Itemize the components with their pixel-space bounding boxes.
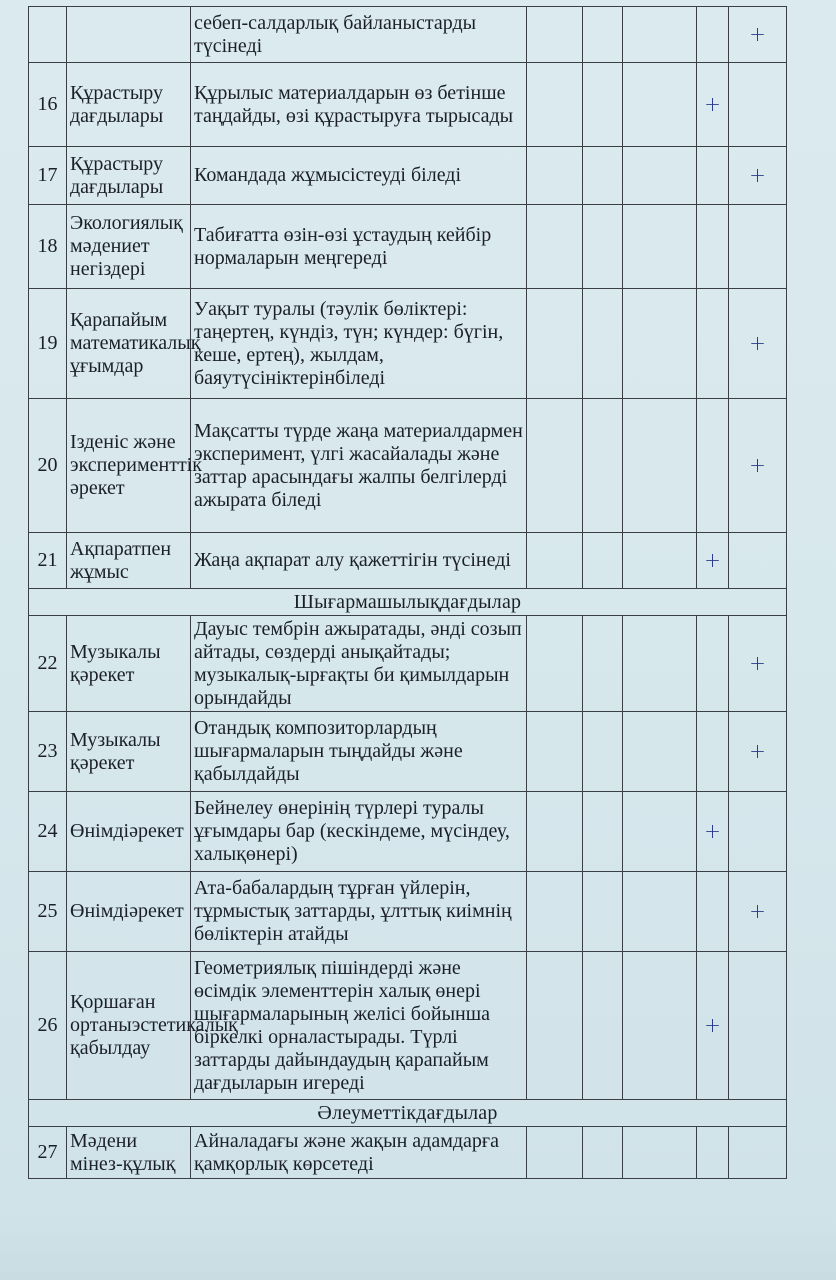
row-number: 20: [29, 399, 67, 533]
row-number: 21: [29, 533, 67, 589]
assessment-cell: [697, 289, 729, 399]
skill-area: Ізденіс және эксперименттік әрекет: [67, 399, 191, 533]
table-row: [29, 7, 787, 63]
skills-assessment-table: [28, 6, 787, 1179]
assessment-cell: [583, 792, 623, 872]
row-number: 24: [29, 792, 67, 872]
assessment-mark: +: [697, 952, 729, 1100]
skill-description: Геометриялық пішіндерді және өсімдік элементтерін халық өнері шығармаларының желісі бойынша біркелкі орналастырады. Түрлі заттарды дайындаудың қарапайым дағдыларын игереді: [191, 952, 527, 1100]
assessment-cell: [583, 533, 623, 589]
skill-area: Экологиялық мәдениет негіздері: [67, 205, 191, 289]
section-header-row: [29, 589, 787, 616]
assessment-cell: [583, 952, 623, 1100]
table-row: [29, 533, 787, 589]
assessment-cell: [623, 792, 697, 872]
assessment-cell: [697, 872, 729, 952]
table-row: [29, 616, 787, 712]
assessment-mark: +: [729, 147, 787, 205]
assessment-cell: [527, 63, 583, 147]
assessment-cell: [729, 63, 787, 147]
row-number: 27: [29, 1127, 67, 1179]
assessment-cell: [697, 147, 729, 205]
assessment-cell: [527, 952, 583, 1100]
skill-description: Командада жұмысістеуді біледі: [191, 147, 527, 205]
assessment-cell: [697, 616, 729, 712]
assessment-cell: [623, 712, 697, 792]
assessment-cell: [729, 952, 787, 1100]
assessment-cell: [583, 712, 623, 792]
assessment-cell: [583, 205, 623, 289]
skill-area: Өнімдіәрекет: [67, 872, 191, 952]
assessment-cell: [697, 1127, 729, 1179]
row-number: 22: [29, 616, 67, 712]
assessment-cell: [527, 205, 583, 289]
row-number: 23: [29, 712, 67, 792]
skill-area: Қоршаған ортаныэстетикалық қабылдау: [67, 952, 191, 1100]
skill-area: Құрастыру дағдылары: [67, 147, 191, 205]
assessment-cell: [729, 1127, 787, 1179]
assessment-cell: [729, 533, 787, 589]
skill-area: Құрастыру дағдылары: [67, 63, 191, 147]
assessment-cell: [527, 616, 583, 712]
section-title: Әлеуметтікдағдылар: [29, 1100, 787, 1127]
assessment-cell: [623, 289, 697, 399]
row-number: 18: [29, 205, 67, 289]
skill-description: Ата-бабалардың тұрған үйлерін, тұрмыстық заттарды, ұлттық киімнің бөліктерін атайды: [191, 872, 527, 952]
table-row: [29, 147, 787, 205]
skill-area: Мәдени мінез-құлық: [67, 1127, 191, 1179]
skill-description: Айналадағы және жақын адамдарға қамқорлық көрсетеді: [191, 1127, 527, 1179]
assessment-cell: [527, 147, 583, 205]
assessment-cell: [697, 399, 729, 533]
skill-description: Жаңа ақпарат алу қажеттігін түсінеді: [191, 533, 527, 589]
skill-description: Бейнелеу өнерінің түрлері туралы ұғымдары бар (кескіндеме, мүсіндеу, халықөнері): [191, 792, 527, 872]
skill-area: Музыкалы қәрекет: [67, 616, 191, 712]
row-number: 26: [29, 952, 67, 1100]
skill-area: Музыкалы қәрекет: [67, 712, 191, 792]
skill-area: [67, 7, 191, 63]
assessment-cell: [623, 952, 697, 1100]
assessment-cell: [527, 289, 583, 399]
skill-description: Құрылыс материалдарын өз бетінше таңдайды, өзі құрастыруға тырысады: [191, 63, 527, 147]
assessment-cell: [527, 399, 583, 533]
assessment-cell: [527, 712, 583, 792]
skill-description: Мақсатты түрде жаңа материалдармен эксперимент, үлгі жасайалады және заттар арасындағы жалпы белгілерді ажырата біледі: [191, 399, 527, 533]
assessment-cell: [697, 712, 729, 792]
assessment-cell: [583, 399, 623, 533]
assessment-cell: [583, 289, 623, 399]
assessment-mark: +: [697, 533, 729, 589]
assessment-cell: [623, 533, 697, 589]
assessment-cell: [623, 7, 697, 63]
assessment-cell: [527, 1127, 583, 1179]
assessment-cell: [623, 872, 697, 952]
assessment-cell: [527, 7, 583, 63]
assessment-cell: [623, 147, 697, 205]
assessment-mark: +: [729, 712, 787, 792]
assessment-cell: [623, 399, 697, 533]
row-number: 19: [29, 289, 67, 399]
skill-description: Отандық композиторлардың шығармаларын тыңдайды және қабылдайды: [191, 712, 527, 792]
assessment-cell: [583, 872, 623, 952]
table-row: [29, 952, 787, 1100]
table-row: [29, 63, 787, 147]
row-number: 17: [29, 147, 67, 205]
table-row: [29, 205, 787, 289]
skill-description: Уақыт туралы (тәулік бөліктері: таңертең, күндіз, түн; күндер: бүгін, кеше, ертең), жылдам, баяутүсініктерінбіледі: [191, 289, 527, 399]
assessment-cell: [583, 7, 623, 63]
assessment-mark: +: [729, 872, 787, 952]
table-row: [29, 399, 787, 533]
assessment-mark: +: [729, 616, 787, 712]
skill-description: Табиғатта өзін-өзі ұстаудың кейбір нормаларын меңгереді: [191, 205, 527, 289]
assessment-cell: [623, 1127, 697, 1179]
assessment-cell: [697, 7, 729, 63]
assessment-cell: [583, 147, 623, 205]
assessment-mark: +: [729, 7, 787, 63]
assessment-mark: +: [697, 63, 729, 147]
table-row: [29, 712, 787, 792]
assessment-mark: +: [729, 289, 787, 399]
page-bottom-shadow: [0, 1220, 836, 1280]
table-row: [29, 1127, 787, 1179]
assessment-cell: [729, 205, 787, 289]
table-row: [29, 792, 787, 872]
assessment-cell: [729, 792, 787, 872]
skill-description: Дауыс тембрін ажыратады, әнді созып айтады, сөздерді анықайтады; музыкалық-ырғақты би қимылдарын орындайды: [191, 616, 527, 712]
section-header-row: [29, 1100, 787, 1127]
assessment-cell: [623, 63, 697, 147]
skill-description: себеп-салдарлық байланыстарды түсінеді: [191, 7, 527, 63]
assessment-mark: +: [729, 399, 787, 533]
assessment-cell: [527, 872, 583, 952]
assessment-cell: [527, 792, 583, 872]
row-number: 16: [29, 63, 67, 147]
section-title: Шығармашылықдағдылар: [29, 589, 787, 616]
assessment-mark: +: [697, 792, 729, 872]
assessment-cell: [697, 205, 729, 289]
skill-area: Ақпаратпен жұмыс: [67, 533, 191, 589]
skill-area: Қарапайым математикалық ұғымдар: [67, 289, 191, 399]
skill-area: Өнімдіәрекет: [67, 792, 191, 872]
assessment-cell: [583, 1127, 623, 1179]
assessment-cell: [623, 616, 697, 712]
table-row: [29, 872, 787, 952]
assessment-cell: [623, 205, 697, 289]
assessment-cell: [527, 533, 583, 589]
row-number: 25: [29, 872, 67, 952]
assessment-cell: [583, 616, 623, 712]
table-row: [29, 289, 787, 399]
assessment-cell: [583, 63, 623, 147]
row-number: [29, 7, 67, 63]
